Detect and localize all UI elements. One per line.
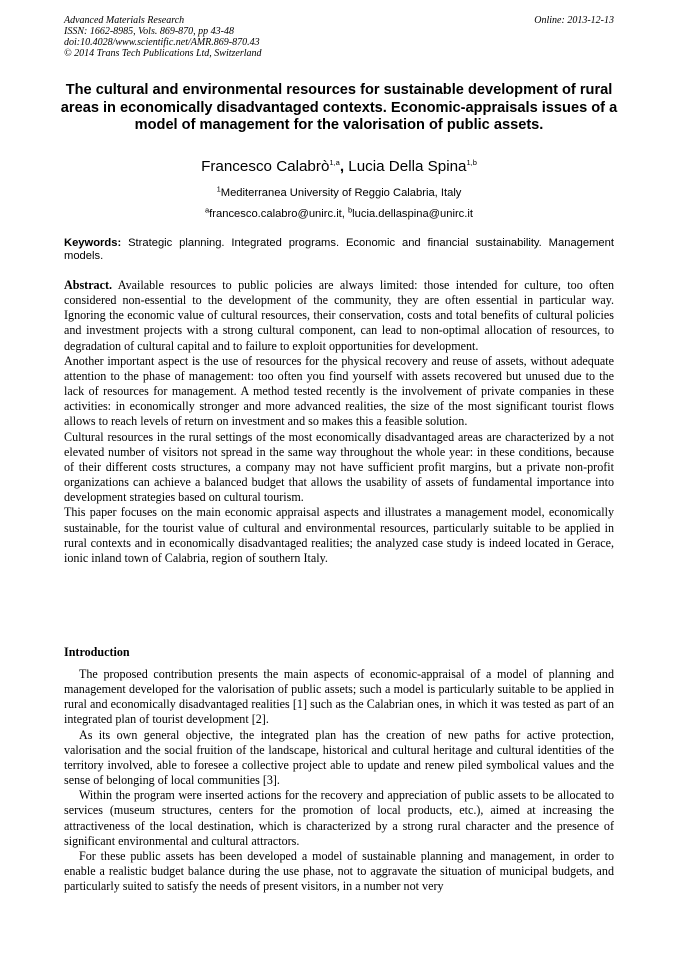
keywords-label: Keywords: <box>64 237 122 249</box>
abstract <box>64 278 614 566</box>
author-superscript: 1,a <box>329 157 340 167</box>
email-address[interactable]: lucia.dellaspina@unirc.it <box>352 208 473 220</box>
body-paragraph: As its own general objective, the integrated plan has the creation of new paths for active protection, valorisation and the social fruition of the landscape, historical and cultural heritage and cultural identities of the territory involved, able to foresee a collective project able to update and renew piled symbolical values and the sense of belonging of local communities [3]. <box>64 727 614 788</box>
author-line <box>50 158 628 176</box>
abstract-paragraph <box>64 278 614 354</box>
affiliation <box>50 186 628 200</box>
copyright-line: © 2014 Trans Tech Publications Ltd, Switzerland <box>64 48 262 59</box>
journal-header <box>64 15 262 59</box>
author-name: Francesco Calabrò <box>201 158 330 175</box>
body-paragraph: Within the program were inserted actions for the recovery and appreciation of public assets to be allocated to services (museum structures, centers for the promotion of local products, etc.), aimed at increasing the attractiveness of the local destination, which is characterized by a strong rural character and the presence of significant environmental and cultural attractors. <box>64 788 614 848</box>
keywords-text: Strategic planning. Integrated programs. Economic and financial sustainability. Management models. <box>64 237 614 263</box>
email-superscript: b <box>348 205 353 215</box>
doi-line: doi:10.4028/www.scientific.net/AMR.869-870.43 <box>64 37 260 48</box>
section-heading: Introduction <box>64 645 130 659</box>
journal-name: Advanced Materials Research <box>64 15 185 26</box>
email-line <box>50 207 628 221</box>
abstract-paragraph: Cultural resources in the rural settings of the most economically disadvantaged areas are characterized by a not elevated number of visitors not spread in the same way throughout the whole year: in these conditions, because of their different costs structures, a company may not have sufficient profit margins, but a private non-profit organizations can achieve a balanced budget that allows the usability of assets of fundamental importance into development strategies based on cultural tourism. <box>64 429 614 505</box>
affiliation-text: Mediterranea University of Reggio Calabria, Italy <box>220 187 462 199</box>
email-address[interactable]: francesco.calabro@unirc.it, <box>209 208 348 220</box>
introduction-body <box>64 667 614 894</box>
email-superscript: a <box>205 205 210 215</box>
author-superscript: 1,b <box>466 157 477 167</box>
affiliation-superscript: 1 <box>216 184 221 194</box>
author-name: Lucia Della Spina <box>348 158 467 175</box>
abstract-paragraph: Another important aspect is the use of resources for the physical recovery and reuse of assets, without adequate attention to the phase of management: too often you find yourself with assets recovered but unused due to the lack of resources for management. A method tested recently is the involvement of private companies in these activities: in economically stronger and more advanced realities, the size of the most significant tourist flows allows to reach levels of return on investment and so makes this a feasible solution. <box>64 353 614 429</box>
body-paragraph: The proposed contribution presents the main aspects of economic-appraisal of a model of planning and management developed for the valorisation of public assets; such a model is particularly suitable to be applied in rural and economically disadvantaged realities [1] such as the Calabrian ones, in which it was tested as part of an integrated plan of tourist development [2]. <box>64 667 614 727</box>
paper-title: The cultural and environmental resources for sustainable development of rural areas in economically disadvantaged contexts. Economic-appraisals issues of a model of management for the valorisation of public assets. <box>60 82 618 133</box>
issn-line: ISSN: 1662-8985, Vols. 869-870, pp 43-48 <box>64 26 234 37</box>
abstract-label: Abstract. <box>64 278 113 292</box>
abstract-text: Available resources to public policies are always limited: those intended for culture, too often considered non-essential to the development of the community, they are often essential in particular way. Ignoring the economic value of cultural resources, their conservation, costs and total benefits of cultural policies and investment projects with a strong cultural component, can lead to non-optimal allocation of resources, to degradation of cultural capital and to failure to exploit opportunities for development. <box>64 278 614 353</box>
abstract-paragraph: This paper focuses on the main economic appraisal aspects and illustrates a management model, economically sustainable, for the tourist value of cultural and environmental resources, particularly suitable to be applied in rural contexts and in economically disadvantaged realities; the analyzed case study is indeed located in Gerace, ionic inland town of Calabria, region of southern Italy. <box>64 505 614 565</box>
keywords <box>64 237 614 264</box>
author-separator: , <box>339 158 349 175</box>
online-date: Online: 2013-12-13 <box>534 15 614 26</box>
body-paragraph: For these public assets has been developed a model of sustainable planning and management, in order to enable a realistic budget balance during the use phase, not to aggravate the situation of municipal budgets, and particularly suited to satisfy the needs of present visitors, in a number not very <box>64 848 614 894</box>
